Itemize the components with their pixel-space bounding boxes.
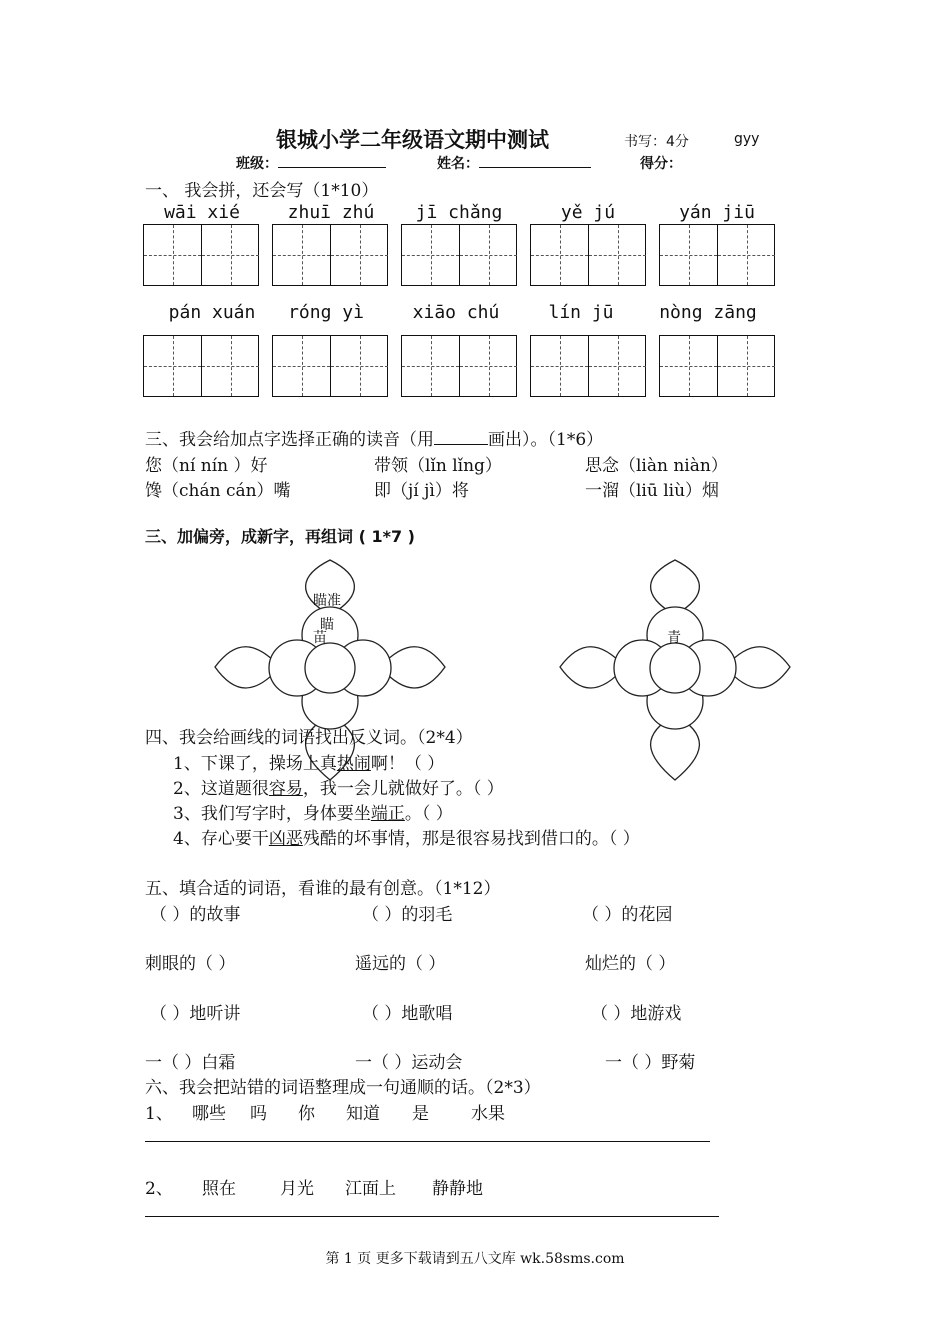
section5-heading: 五、填合适的词语，看谁的最有创意。（1*12）	[145, 879, 501, 899]
handwriting-score: 书写：4分	[624, 134, 689, 150]
section2-heading-post: 画出）。（1*6）	[488, 430, 604, 450]
q1-number: 1、	[145, 1104, 173, 1124]
pinyin-2: zhuī zhú	[287, 202, 375, 223]
antonym-item[interactable]	[173, 774, 504, 799]
section4-heading: 四、我会给画线的词语找出反义词。（2*4）	[145, 728, 473, 748]
score-label: 得分：	[640, 156, 682, 172]
antonym-pre: 1、下课了，操场上真	[173, 754, 337, 774]
underlined-word: 容易	[268, 779, 303, 799]
underlined-word: 端正	[370, 804, 405, 824]
q1-word: 吗	[250, 1104, 267, 1124]
reading-item[interactable]: 您（ní nín ）好	[145, 456, 268, 476]
section1-heading: 一、 我会拼，还会写（1*10）	[145, 181, 379, 201]
antonym-item[interactable]	[173, 799, 453, 824]
flower-center	[305, 643, 355, 693]
underlined-word: 凶恶	[268, 829, 303, 849]
name-blank[interactable]	[479, 153, 591, 168]
writing-grid[interactable]	[530, 224, 646, 286]
antonym-post: 。（ ）	[404, 804, 453, 824]
antonym-post: 残酷的坏事情，那是很容易找到借口的。（ ）	[302, 829, 640, 849]
antonym-post: ，我一会儿就做好了。（ ）	[302, 779, 504, 799]
fill-item[interactable]: （ ）的羽毛	[362, 905, 453, 925]
writing-grid[interactable]	[659, 335, 775, 397]
fill-item[interactable]: （ ）的故事	[150, 905, 241, 925]
pinyin-10: nòng zāng	[659, 302, 757, 323]
q2-word: 静静地	[432, 1179, 483, 1199]
answer-line[interactable]	[145, 1216, 719, 1217]
q2-number: 2、	[145, 1179, 173, 1199]
writing-grid[interactable]	[659, 224, 775, 286]
q1-word: 哪些	[192, 1104, 226, 1124]
flower1-char: 瞄	[320, 617, 334, 633]
name-label: 姓名：	[437, 156, 479, 172]
name-field[interactable]	[437, 153, 591, 173]
reading-item[interactable]: 即（jí jì）将	[374, 481, 469, 501]
pinyin-9: lín jū	[548, 302, 614, 323]
antonym-pre: 3、我们写字时，身体要坐	[173, 804, 371, 824]
class-blank[interactable]	[278, 153, 386, 168]
fill-item[interactable]: （ ）地听讲	[150, 1004, 241, 1024]
writing-grid[interactable]	[272, 224, 388, 286]
section3-heading: 三、加偏旁，成新字，再组词 ( 1*7 )	[145, 527, 415, 546]
q2-word: 月光	[280, 1179, 314, 1199]
fill-item[interactable]: 遥远的（ ）	[355, 954, 446, 974]
page-footer: 第 1 页 更多下载请到五八文库 wk.58sms.com	[325, 1251, 625, 1267]
class-label: 班级：	[236, 156, 278, 172]
flower1-center: 苗	[313, 630, 327, 646]
reading-item[interactable]: 馋（chán cán）嘴	[145, 481, 291, 501]
reading-item[interactable]: 一溜（liū liù）烟	[585, 481, 720, 501]
pinyin-7: róng yì	[288, 302, 364, 323]
antonym-pre: 2、这道题很	[173, 779, 269, 799]
flower2-center: 青	[667, 630, 681, 646]
reading-item[interactable]: 思念（liàn niàn）	[585, 456, 728, 476]
writing-grid[interactable]	[401, 335, 517, 397]
flower-center	[650, 643, 700, 693]
antonym-pre: 4、存心要干	[173, 829, 269, 849]
q1-word: 是	[412, 1104, 429, 1124]
writing-grid[interactable]	[143, 224, 259, 286]
flower1-word: 瞄准	[313, 593, 341, 609]
writing-grid[interactable]	[143, 335, 259, 397]
section2-heading-pre: 三、我会给加点字选择正确的读音（用	[145, 430, 434, 450]
answer-line[interactable]	[145, 1141, 710, 1142]
reading-item[interactable]: 带领（lǐn lǐng）	[374, 456, 502, 476]
underline-sample	[434, 430, 488, 445]
writing-grid[interactable]	[401, 224, 517, 286]
fill-item[interactable]: （ ）地游戏	[591, 1004, 682, 1024]
fill-item[interactable]: 一（ ）运动会	[355, 1053, 463, 1073]
fill-item[interactable]: 一（ ）白霜	[145, 1053, 236, 1073]
writing-grid[interactable]	[530, 335, 646, 397]
pinyin-6: pán xuán	[168, 302, 256, 323]
fill-item[interactable]: （ ）的花园	[582, 905, 673, 925]
pinyin-1: wāi xié	[164, 202, 240, 223]
pinyin-3: jī chǎng	[415, 202, 503, 223]
q2-word: 照在	[202, 1179, 236, 1199]
q2-word: 江面上	[345, 1179, 396, 1199]
writing-grid[interactable]	[272, 335, 388, 397]
pinyin-5: yán jiū	[679, 202, 755, 223]
antonym-item[interactable]	[173, 824, 640, 849]
q1-word: 知道	[346, 1104, 380, 1124]
class-field[interactable]	[236, 153, 386, 173]
underlined-word: 热闹	[336, 754, 371, 774]
q1-word: 你	[298, 1104, 315, 1124]
fill-item[interactable]: 灿烂的（ ）	[585, 954, 676, 974]
section2-heading	[145, 425, 603, 450]
antonym-item[interactable]	[173, 749, 444, 774]
fill-item[interactable]: （ ）地歌唱	[362, 1004, 453, 1024]
doc-code: gyy	[734, 131, 760, 147]
antonym-post: 啊！（ ）	[370, 754, 445, 774]
section6-heading: 六、我会把站错的词语整理成一句通顺的话。（2*3）	[145, 1078, 541, 1098]
q1-word: 水果	[471, 1104, 505, 1124]
pinyin-4: yě jú	[560, 202, 616, 223]
pinyin-8: xiāo chú	[412, 302, 500, 323]
fill-item[interactable]: 刺眼的（ ）	[145, 954, 236, 974]
page-title: 银城小学二年级语文期中测试	[276, 128, 549, 152]
flower-right	[560, 560, 790, 780]
fill-item[interactable]: 一（ ）野菊	[605, 1053, 696, 1073]
